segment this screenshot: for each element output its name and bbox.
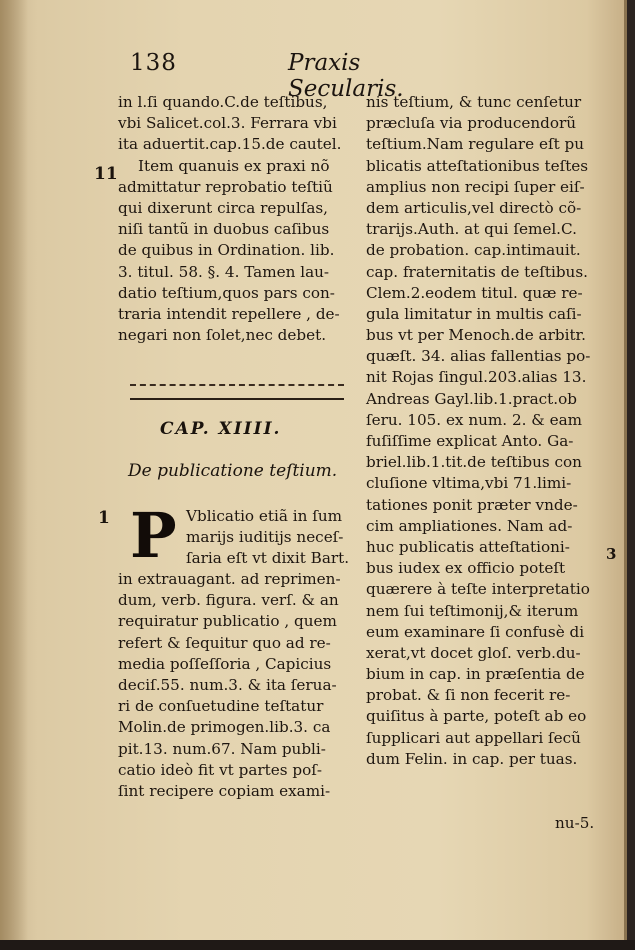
text-line: nis teſtium, & tunc cenſetur xyxy=(366,93,582,111)
text-line: probat. & ſi non fecerit re- xyxy=(366,686,571,705)
text-line: quæſt. 34. alias fallentias po- xyxy=(366,347,591,366)
text-line: quærere à teſte interpretatio xyxy=(366,580,590,599)
text-line: in l.ſi quando.C.de teſtibus, xyxy=(118,93,328,111)
text-line: admittatur reprobatio teſtiũ xyxy=(118,177,333,196)
text-line: quiſitus à parte, poteſt ab eo xyxy=(366,707,587,726)
text-line: marijs iuditijs neceſ- xyxy=(186,528,344,547)
text-line: de quibus in Ordination. lib. xyxy=(118,241,335,260)
text-line: blicatis atteſtationibus teſtes xyxy=(366,156,589,175)
text-line: dem articulis,vel directò cõ- xyxy=(366,198,582,217)
drop-cap-initial: P xyxy=(130,499,177,572)
text-line: negari non ſolet,nec debet. xyxy=(118,326,327,345)
text-line: bus vt per Menoch.de arbitr. xyxy=(366,326,586,345)
text-line: tationes ponit præter vnde- xyxy=(366,495,578,514)
text-line: ſeru. 105. ex num. 2. & eam xyxy=(366,410,583,429)
text-line: nem ſui teſtimonij,& iterum xyxy=(366,601,579,620)
text-line: catio ideò fit vt partes poſ- xyxy=(118,760,322,779)
text-line: nit Rojas ſingul.203.alias 13. xyxy=(366,368,587,387)
left-column-top xyxy=(118,92,353,346)
text-line: cim ampliationes. Nam ad- xyxy=(366,516,573,535)
text-line: in extrauagant. ad reprimen- xyxy=(118,570,341,588)
text-line: ita aduertit.cap.15.de cautel. xyxy=(118,135,342,154)
text-line: eum examinare ſi confusè di xyxy=(366,622,585,641)
text-line: datio teſtium,quos pars con- xyxy=(118,283,335,302)
text-line: gula limitatur in multis caſi- xyxy=(366,304,582,323)
text-line: de probation. cap.intimauit. xyxy=(366,241,581,260)
chapter-subtitle: De publicatione teſtium. xyxy=(128,461,338,481)
text-line: ri de conſuetudine teſtatur xyxy=(118,697,324,716)
margin-number-11: 11 xyxy=(94,164,118,184)
right-column xyxy=(366,92,604,770)
text-line: Vblicatio etiã in ſum xyxy=(186,507,342,525)
ornamental-dashed-rule xyxy=(130,384,344,386)
text-line: teſtium.Nam regulare eſt pu xyxy=(366,135,585,154)
page-number: 138 xyxy=(130,50,177,76)
text-line: qui dixerunt circa repulſas, xyxy=(118,198,328,217)
text-line: huc publicatis atteſtationi- xyxy=(366,537,570,556)
text-line: Molin.de primogen.lib.3. ca xyxy=(118,718,331,737)
text-line: Andreas Gayl.lib.1.pract.ob xyxy=(366,389,577,408)
text-line: briel.lib.1.tit.de teſtibus con xyxy=(366,453,582,472)
left-column-bottom xyxy=(118,569,341,802)
text-line: amplius non recipi ſuper eiſ- xyxy=(366,177,585,196)
text-line: bus iudex ex officio poteſt xyxy=(366,559,566,578)
text-line: 3. titul. 58. §. 4. Tamen lau- xyxy=(118,262,330,281)
text-line: fuſiſſime explicat Anto. Ga- xyxy=(366,432,574,450)
catchword: nu-5. xyxy=(555,814,595,832)
initial-paragraph-lines xyxy=(186,506,349,570)
text-line: niſi tantũ in duobus caſibus xyxy=(118,220,330,239)
text-line: xerat,vt docet gloſ. verb.du- xyxy=(366,643,581,662)
text-line: cap. fraternitatis de teſtibus. xyxy=(366,262,588,281)
text-line: media poſſeſſoria , Capicius xyxy=(118,654,332,673)
text-line: traria intendit repellere , de- xyxy=(118,304,340,323)
text-line: ſupplicari aut appellari ſecũ xyxy=(366,728,581,747)
page-gutter-shadow xyxy=(0,0,28,940)
text-line: pit.13. num.67. Nam publi- xyxy=(118,739,326,758)
text-line: vbi Salicet.col.3. Ferrara vbi xyxy=(118,114,337,133)
running-title: Praxis Secularis. xyxy=(288,50,404,102)
text-line: trarijs.Auth. at qui ſemel.C. xyxy=(366,220,577,239)
margin-mark-right: 3 xyxy=(606,545,617,563)
text-line: refert & ſequitur quo ad re- xyxy=(118,633,331,652)
margin-number-1: 1 xyxy=(98,508,110,528)
text-line: bium in cap. in præſentia de xyxy=(366,665,585,684)
text-line: dum, verb. figura. verſ. & an xyxy=(118,591,339,610)
text-line: deciſ.55. num.3. & ita ſerua- xyxy=(118,675,337,694)
section-divider-rule xyxy=(130,398,344,400)
text-line: cluſione vltima,vbi 71.limi- xyxy=(366,474,572,493)
scan-background-strip xyxy=(0,940,635,950)
text-line: præcluſa via producendorũ xyxy=(366,114,577,133)
running-header xyxy=(130,44,460,102)
text-line: Item quanuis ex praxi nõ xyxy=(138,156,330,175)
chapter-heading: CAP. XIIII. xyxy=(160,419,282,439)
text-line: ſint recipere copiam exami- xyxy=(118,781,331,800)
text-line: Clem.2.eodem titul. quæ re- xyxy=(366,283,583,302)
text-line: requiratur publicatio , quem xyxy=(118,612,337,631)
text-line: dum Felin. in cap. per tuas. xyxy=(366,749,578,768)
text-line: ſaria eſt vt dixit Bart. xyxy=(186,549,350,568)
